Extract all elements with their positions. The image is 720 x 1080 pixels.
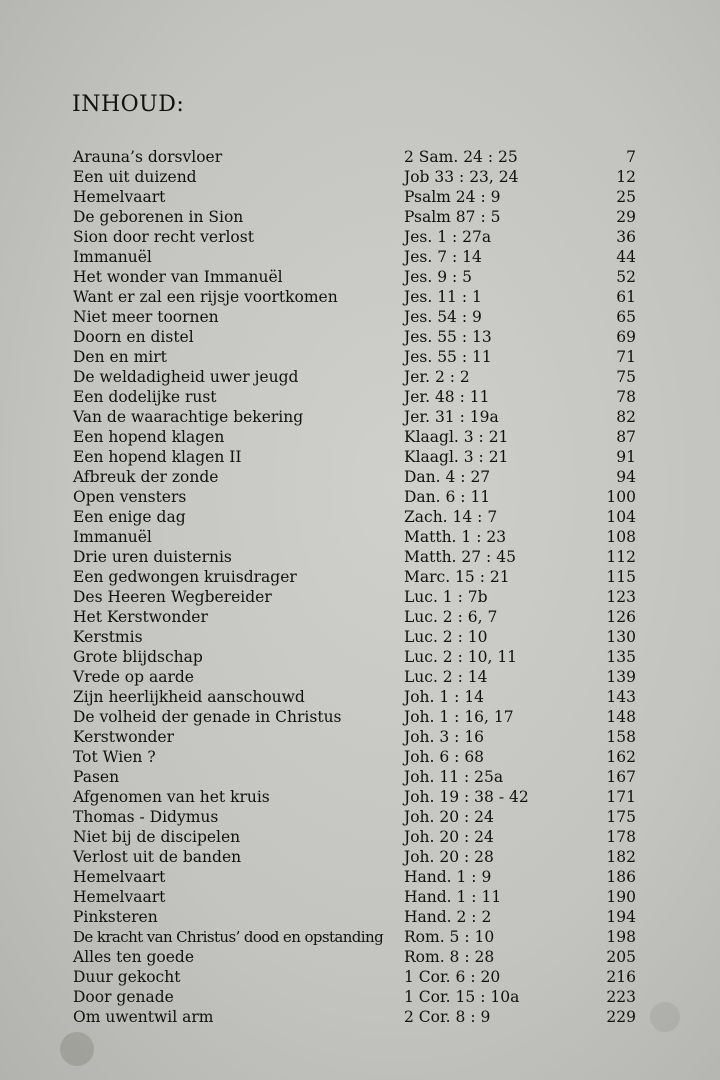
- toc-entry-page-number: 162: [606, 748, 636, 766]
- toc-entry: [0, 267, 720, 287]
- toc-entry-title: Afgenomen van het kruis: [73, 788, 270, 806]
- toc-entry-page-number: 78: [616, 388, 636, 406]
- toc-entry-scripture-ref: 1 Cor. 15 : 10a: [404, 988, 520, 1006]
- toc-entry-scripture-ref: Jer. 31 : 19a: [404, 408, 499, 426]
- toc-entry: [0, 247, 720, 267]
- toc-entry-title: Niet meer toornen: [73, 308, 219, 326]
- toc-entry-scripture-ref: Job 33 : 23, 24: [404, 168, 519, 186]
- toc-entry-scripture-ref: Joh. 20 : 28: [404, 848, 494, 866]
- toc-entry-title: Een enige dag: [73, 508, 186, 526]
- toc-entry-page-number: 100: [606, 488, 636, 506]
- toc-entry: [0, 507, 720, 527]
- toc-entry-title: Open vensters: [73, 488, 187, 506]
- toc-entry: [0, 347, 720, 367]
- toc-entry-title: Thomas - Didymus: [73, 808, 219, 826]
- toc-entry-scripture-ref: Dan. 4 : 27: [404, 468, 491, 486]
- toc-entry-title: Een hopend klagen: [73, 428, 225, 446]
- toc-entry-title: Pasen: [73, 768, 120, 786]
- toc-entry-scripture-ref: Matth. 1 : 23: [404, 528, 507, 546]
- toc-entry-page-number: 25: [616, 188, 636, 206]
- table-of-contents: [0, 147, 720, 1027]
- toc-entry: [0, 547, 720, 567]
- toc-entry-title: Grote blijdschap: [73, 648, 203, 666]
- toc-entry: [0, 907, 720, 927]
- toc-entry-scripture-ref: Rom. 5 : 10: [404, 928, 495, 946]
- toc-entry-page-number: 126: [606, 608, 636, 626]
- toc-entry-scripture-ref: Jes. 11 : 1: [404, 288, 482, 306]
- page-shadow: [650, 1002, 680, 1032]
- toc-entry: [0, 1007, 720, 1027]
- toc-entry-title: Een gedwongen kruisdrager: [73, 568, 297, 586]
- toc-entry: [0, 627, 720, 647]
- toc-entry-page-number: 182: [606, 848, 636, 866]
- toc-entry-page-number: 94: [616, 468, 636, 486]
- toc-entry-scripture-ref: Zach. 14 : 7: [404, 508, 498, 526]
- toc-entry-page-number: 12: [616, 168, 636, 186]
- toc-entry: [0, 887, 720, 907]
- toc-entry-page-number: 130: [606, 628, 636, 646]
- toc-entry-scripture-ref: Matth. 27 : 45: [404, 548, 516, 566]
- toc-entry-title: Doorn en distel: [73, 328, 194, 346]
- toc-entry-scripture-ref: Rom. 8 : 28: [404, 948, 495, 966]
- toc-entry-title: Den en mirt: [73, 348, 167, 366]
- toc-entry: [0, 867, 720, 887]
- toc-entry-scripture-ref: Hand. 1 : 9: [404, 868, 492, 886]
- toc-entry-title: Zijn heerlijkheid aanschouwd: [73, 688, 305, 706]
- toc-entry-page-number: 171: [606, 788, 636, 806]
- toc-entry-page-number: 87: [616, 428, 636, 446]
- toc-entry-title: Tot Wien ?: [73, 748, 156, 766]
- toc-entry-title: Immanuël: [73, 248, 152, 266]
- toc-entry-page-number: 198: [606, 928, 636, 946]
- toc-entry: [0, 207, 720, 227]
- toc-entry: [0, 387, 720, 407]
- toc-entry-title: De weldadigheid uwer jeugd: [73, 368, 299, 386]
- toc-entry-title: Duur gekocht: [73, 968, 181, 986]
- toc-entry-page-number: 44: [616, 248, 636, 266]
- toc-entry-scripture-ref: Jer. 2 : 2: [404, 368, 470, 386]
- toc-entry-page-number: 52: [616, 268, 636, 286]
- toc-entry-page-number: 216: [606, 968, 636, 986]
- toc-entry-scripture-ref: Joh. 3 : 16: [404, 728, 485, 746]
- toc-entry-scripture-ref: Psalm 24 : 9: [404, 188, 501, 206]
- toc-entry: [0, 367, 720, 387]
- toc-entry: [0, 747, 720, 767]
- toc-entry-page-number: 82: [616, 408, 636, 426]
- toc-entry: [0, 847, 720, 867]
- toc-entry-title: Want er zal een rijsje voortkomen: [73, 288, 338, 306]
- toc-entry-page-number: 194: [606, 908, 636, 926]
- toc-entry-title: Een uit duizend: [73, 168, 197, 186]
- toc-entry-title: Een hopend klagen II: [73, 448, 242, 466]
- toc-entry-scripture-ref: Joh. 11 : 25a: [404, 768, 504, 786]
- toc-entry-scripture-ref: Joh. 20 : 24: [404, 828, 494, 846]
- toc-entry: [0, 487, 720, 507]
- toc-entry-scripture-ref: Jes. 54 : 9: [404, 308, 482, 326]
- page-shadow: [60, 1032, 94, 1066]
- toc-entry: [0, 567, 720, 587]
- toc-entry-scripture-ref: Jes. 55 : 13: [404, 328, 492, 346]
- toc-entry: [0, 427, 720, 447]
- toc-entry-page-number: 91: [616, 448, 636, 466]
- toc-entry-scripture-ref: Luc. 2 : 10: [404, 628, 488, 646]
- page-heading: INHOUD:: [72, 92, 185, 117]
- toc-entry-page-number: 29: [616, 208, 636, 226]
- toc-entry-scripture-ref: 2 Sam. 24 : 25: [404, 148, 518, 166]
- toc-entry-page-number: 190: [606, 888, 636, 906]
- toc-entry-title: Het Kerstwonder: [73, 608, 208, 626]
- toc-entry-page-number: 123: [606, 588, 636, 606]
- toc-entry: [0, 307, 720, 327]
- toc-entry-page-number: 223: [606, 988, 636, 1006]
- toc-entry: [0, 647, 720, 667]
- toc-entry-title: Drie uren duisternis: [73, 548, 232, 566]
- toc-entry: [0, 147, 720, 167]
- toc-entry-scripture-ref: Joh. 6 : 68: [404, 748, 485, 766]
- toc-entry-page-number: 69: [616, 328, 636, 346]
- toc-entry-title: Door genade: [73, 988, 174, 1006]
- toc-entry-scripture-ref: Joh. 20 : 24: [404, 808, 494, 826]
- toc-entry-title: Vrede op aarde: [73, 668, 194, 686]
- toc-entry: [0, 467, 720, 487]
- toc-entry-title: Het wonder van Immanuël: [73, 268, 283, 286]
- toc-entry-scripture-ref: Jes. 55 : 11: [404, 348, 492, 366]
- toc-entry-title: Afbreuk der zonde: [73, 468, 219, 486]
- toc-entry-title: Verlost uit de banden: [73, 848, 242, 866]
- toc-entry-page-number: 205: [606, 948, 636, 966]
- toc-entry-page-number: 75: [616, 368, 636, 386]
- toc-entry-page-number: 65: [616, 308, 636, 326]
- toc-entry-page-number: 229: [606, 1008, 636, 1026]
- toc-entry-title: Van de waarachtige bekering: [73, 408, 304, 426]
- toc-entry: [0, 927, 720, 947]
- toc-entry: [0, 287, 720, 307]
- toc-entry: [0, 407, 720, 427]
- toc-entry: [0, 327, 720, 347]
- toc-entry-page-number: 61: [616, 288, 636, 306]
- toc-entry: [0, 607, 720, 627]
- toc-entry: [0, 807, 720, 827]
- toc-entry-title: Hemelvaart: [73, 888, 166, 906]
- toc-entry: [0, 447, 720, 467]
- toc-entry-scripture-ref: Joh. 1 : 14: [404, 688, 485, 706]
- toc-entry-title: Sion door recht verlost: [73, 228, 254, 246]
- toc-entry-title: Hemelvaart: [73, 868, 166, 886]
- toc-entry: [0, 787, 720, 807]
- toc-entry-title: Alles ten goede: [73, 948, 194, 966]
- toc-entry-page-number: 7: [626, 148, 636, 166]
- toc-entry-title: Kerstwonder: [73, 728, 175, 746]
- toc-entry-title: Niet bij de discipelen: [73, 828, 241, 846]
- toc-entry-scripture-ref: Dan. 6 : 11: [404, 488, 491, 506]
- toc-entry-page-number: 158: [606, 728, 636, 746]
- toc-entry-page-number: 112: [606, 548, 636, 566]
- toc-entry-scripture-ref: Jes. 1 : 27a: [404, 228, 492, 246]
- toc-entry-title: Arauna’s dorsvloer: [73, 148, 223, 166]
- toc-entry-title: Hemelvaart: [73, 188, 166, 206]
- toc-entry-page-number: 167: [606, 768, 636, 786]
- toc-entry-page-number: 104: [606, 508, 636, 526]
- toc-entry: [0, 987, 720, 1007]
- toc-entry-page-number: 135: [606, 648, 636, 666]
- toc-entry-title: Des Heeren Wegbereider: [73, 588, 272, 606]
- toc-entry-scripture-ref: Klaagl. 3 : 21: [404, 448, 509, 466]
- toc-entry-page-number: 139: [606, 668, 636, 686]
- toc-entry-scripture-ref: Psalm 87 : 5: [404, 208, 501, 226]
- toc-entry-title: Om uwentwil arm: [73, 1008, 214, 1026]
- toc-entry: [0, 967, 720, 987]
- toc-entry-scripture-ref: Marc. 15 : 21: [404, 568, 510, 586]
- toc-entry: [0, 687, 720, 707]
- toc-entry-page-number: 175: [606, 808, 636, 826]
- toc-entry-page-number: 115: [606, 568, 636, 586]
- toc-entry-scripture-ref: Jes. 7 : 14: [404, 248, 482, 266]
- toc-entry-scripture-ref: Joh. 1 : 16, 17: [404, 708, 514, 726]
- toc-entry-title: Immanuël: [73, 528, 152, 546]
- toc-entry-scripture-ref: Klaagl. 3 : 21: [404, 428, 509, 446]
- toc-entry-scripture-ref: Luc. 2 : 10, 11: [404, 648, 518, 666]
- toc-entry-title: Een dodelijke rust: [73, 388, 217, 406]
- toc-entry-scripture-ref: Hand. 1 : 11: [404, 888, 502, 906]
- toc-entry-scripture-ref: Hand. 2 : 2: [404, 908, 492, 926]
- toc-entry-title: De volheid der genade in Christus: [73, 708, 342, 726]
- toc-entry-page-number: 143: [606, 688, 636, 706]
- toc-entry-scripture-ref: 2 Cor. 8 : 9: [404, 1008, 491, 1026]
- toc-entry-page-number: 108: [606, 528, 636, 546]
- toc-entry: [0, 167, 720, 187]
- toc-entry: [0, 767, 720, 787]
- toc-entry-scripture-ref: Luc. 1 : 7b: [404, 588, 488, 606]
- toc-entry: [0, 227, 720, 247]
- toc-entry-page-number: 178: [606, 828, 636, 846]
- toc-entry-page-number: 71: [616, 348, 636, 366]
- toc-entry-scripture-ref: Joh. 19 : 38 - 42: [404, 788, 529, 806]
- toc-entry: [0, 187, 720, 207]
- toc-entry: [0, 527, 720, 547]
- toc-entry-scripture-ref: Luc. 2 : 14: [404, 668, 488, 686]
- toc-entry: [0, 707, 720, 727]
- toc-entry: [0, 827, 720, 847]
- toc-entry-scripture-ref: Jer. 48 : 11: [404, 388, 490, 406]
- toc-entry-page-number: 148: [606, 708, 636, 726]
- toc-entry-scripture-ref: 1 Cor. 6 : 20: [404, 968, 501, 986]
- toc-entry-scripture-ref: Jes. 9 : 5: [404, 268, 472, 286]
- toc-entry: [0, 947, 720, 967]
- toc-entry-page-number: 36: [616, 228, 636, 246]
- toc-entry: [0, 667, 720, 687]
- toc-entry-title: Pinksteren: [73, 908, 158, 926]
- toc-entry-title: De kracht van Christus’ dood en opstanding: [73, 928, 384, 946]
- toc-entry: [0, 727, 720, 747]
- toc-entry: [0, 587, 720, 607]
- toc-entry-title: Kerstmis: [73, 628, 143, 646]
- toc-entry-page-number: 186: [606, 868, 636, 886]
- toc-entry-title: De geborenen in Sion: [73, 208, 244, 226]
- toc-entry-scripture-ref: Luc. 2 : 6, 7: [404, 608, 498, 626]
